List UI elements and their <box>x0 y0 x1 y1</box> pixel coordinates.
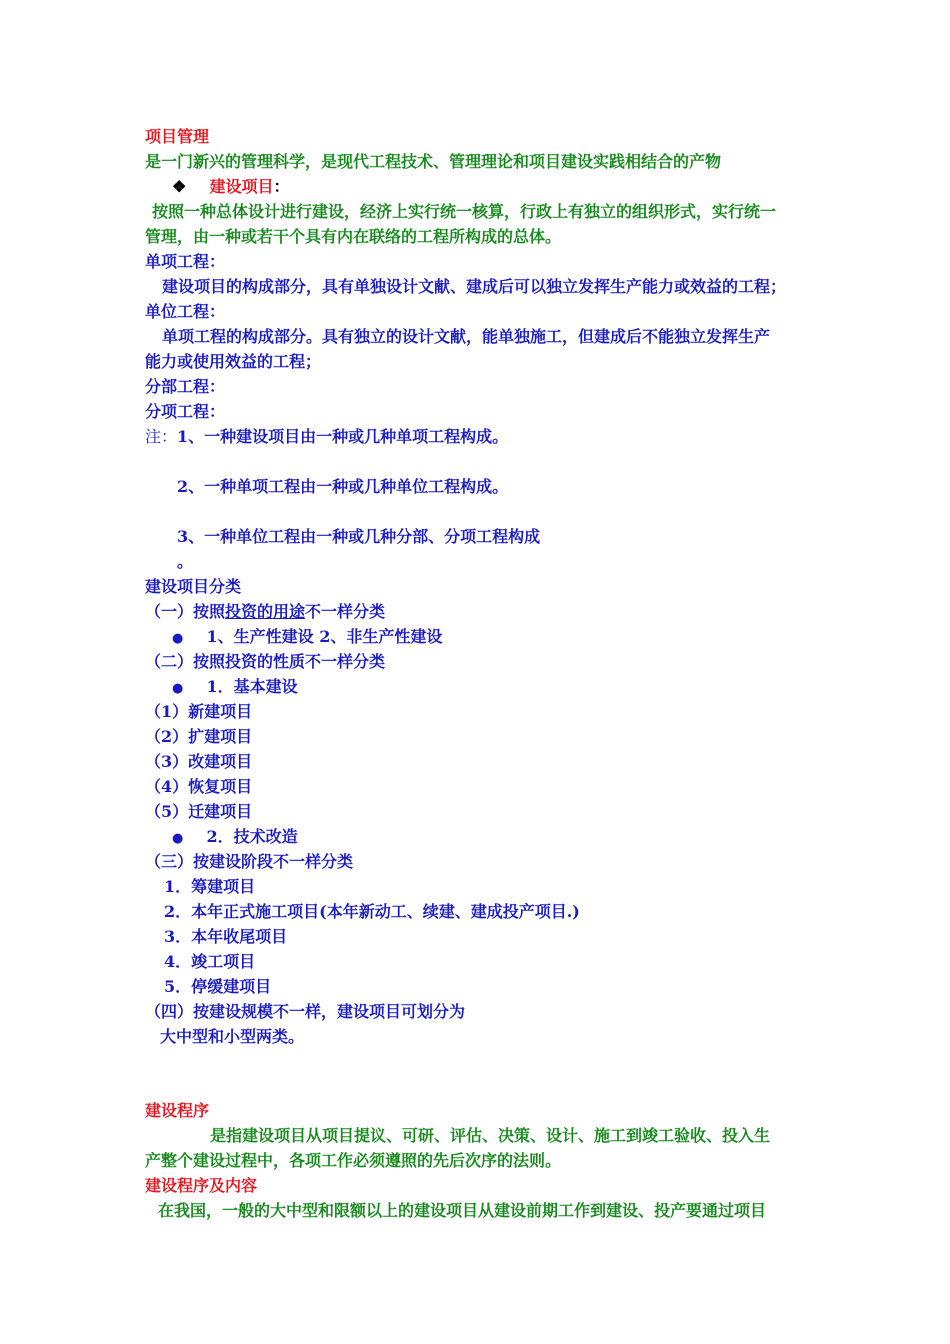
construction-project-def-line2: 管理，由一种或若干个具有内在联络的工程所构成的总体。 <box>145 227 562 246</box>
subitem-project-title: 分项工程： <box>145 402 226 421</box>
round-bullet-icon: ● <box>172 831 184 846</box>
project-management-definition: 是一门新兴的管理科学，是现代工程技术、管理理论和项目建设实践相结合的产物 <box>145 152 722 171</box>
unit-project-def-line2: 能力或使用效益的工程； <box>145 352 322 371</box>
stage-item-1: 1．筹建项目 <box>164 877 256 896</box>
procedure-def-line2: 产整个建设过程中，各项工作必须遵照的先后次序的法则。 <box>145 1151 562 1170</box>
unit-project-title: 单位工程： <box>145 302 226 321</box>
heading-project-management: 项目管理 <box>145 127 210 146</box>
single-project-def: 建设项目的构成部分，具有单独设计文献、建成后可以独立发挥生产能力或效益的工程； <box>162 277 787 296</box>
heading-procedure-content: 建设程序及内容 <box>145 1176 258 1195</box>
note-2: 2、一种单项工程由一种或几种单位工程构成。 <box>177 477 509 496</box>
round-bullet-icon: ● <box>172 631 184 646</box>
bullet-item-tech-upgrade-text: 2．技术改造 <box>206 827 298 846</box>
heading-construction-procedure: 建设程序 <box>145 1101 210 1120</box>
stage-item-4: 4．竣工项目 <box>164 952 256 971</box>
division-project-title: 分部工程： <box>145 377 226 396</box>
bullet-item-basic-construction <box>172 674 298 701</box>
classification-by-scale-line2: 大中型和小型两类。 <box>160 1027 305 1046</box>
construction-project-def-line1: 按照一种总体设计进行建设，经济上实行统一核算，行政上有独立的组织形式，实行统一 <box>152 202 777 221</box>
bullet-item-productive-text: 1、生产性建设 2、非生产性建设 <box>206 627 443 646</box>
bullet-item-basic-construction-text: 1．基本建设 <box>206 677 298 696</box>
list-item-expansion: （2）扩建项目 <box>145 727 253 746</box>
construction-project-term: 建设项目 <box>209 177 274 196</box>
classification-title: 建设项目分类 <box>145 577 242 596</box>
classification-by-use-prefix: （一）按照 <box>145 602 226 621</box>
list-item-relocation: （5）迁建项目 <box>145 802 253 821</box>
list-item-reconstruction: （3）改建项目 <box>145 752 253 771</box>
stage-item-2: 2．本年正式施工项目(本年新动工、续建、建成投产项目.) <box>164 902 580 921</box>
diamond-bullet-icon: ❖ <box>172 177 187 196</box>
list-item-new: （1）新建项目 <box>145 702 253 721</box>
term-colon: ： <box>273 177 290 196</box>
construction-project-item <box>172 174 290 199</box>
note-3-tail: 。 <box>177 552 194 571</box>
note-3: 3、一种单位工程由一种或几种分部、分项工程构成 <box>177 527 541 546</box>
classification-by-use-suffix: 不一样分类 <box>305 602 386 621</box>
list-item-restoration: （4）恢复项目 <box>145 777 253 796</box>
bullet-item-productive <box>172 624 442 651</box>
note-1-text: 1、一种建设项目由一种或几种单项工程构成。 <box>177 427 509 446</box>
classification-by-scale: （四）按建设规模不一样，建设项目可划分为 <box>145 1002 466 1021</box>
classification-by-stage: （三）按建设阶段不一样分类 <box>145 852 354 871</box>
bullet-item-tech-upgrade <box>172 824 298 851</box>
note-label: 注： <box>145 427 178 446</box>
procedure-def-line1: 是指建设项目从项目提议、可研、评估、决策、设计、施工到竣工验收、投入生 <box>210 1126 771 1145</box>
procedure-content-line1: 在我国，一般的大中型和限额以上的建设项目从建设前期工作到建设、投产要通过项目 <box>158 1201 767 1220</box>
unit-project-def-line1: 单项工程的构成部分。具有独立的设计文献，能单独施工，但建成后不能独立发挥生产 <box>162 327 771 346</box>
round-bullet-icon: ● <box>172 681 184 696</box>
classification-by-use <box>145 599 385 624</box>
note-1 <box>145 424 508 449</box>
stage-item-3: 3．本年收尾项目 <box>164 927 288 946</box>
investment-use-link: 投资的用途 <box>225 602 306 621</box>
classification-by-nature: （二）按照投资的性质不一样分类 <box>145 652 386 671</box>
stage-item-5: 5．停缓建项目 <box>164 977 272 996</box>
single-project-title: 单项工程： <box>145 252 226 271</box>
